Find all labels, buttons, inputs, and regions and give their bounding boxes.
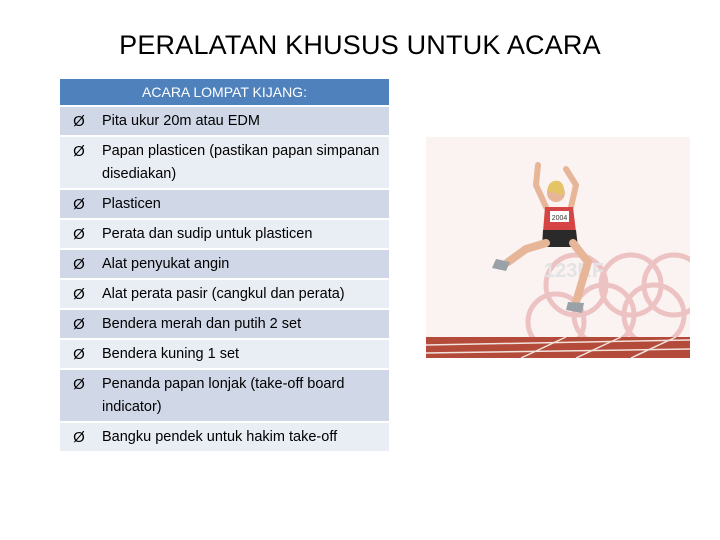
list-item-text: Bendera merah dan putih 2 set (102, 316, 302, 332)
list-item-text: Plasticen (102, 196, 161, 212)
list-item-text: Bangku pendek untuk hakim take-off (102, 429, 338, 445)
arrow-bullet-icon: Ø (73, 346, 85, 363)
list-item (60, 250, 389, 280)
list-item-text: Papan plasticen (pastikan papan simpanan disediakan) (102, 143, 380, 182)
table-header: ACARA LOMPAT KIJANG: (60, 79, 389, 107)
list-item (60, 220, 389, 250)
list-item (60, 137, 389, 190)
list-item-text: Alat perata pasir (cangkul dan perata) (102, 286, 345, 302)
arrow-bullet-icon: Ø (73, 143, 85, 160)
list-item (60, 280, 389, 310)
list-item (60, 423, 389, 453)
watermark-text: 123RF (544, 260, 605, 282)
list-item (60, 370, 389, 423)
list-item-text: Penanda papan lonjak (take-off board indicator) (102, 376, 345, 415)
list-item-text: Alat penyukat angin (102, 256, 230, 272)
slide-title: PERALATAN KHUSUS UNTUK ACARA (119, 30, 601, 60)
list-item (60, 190, 389, 220)
list-item-text: Bendera kuning 1 set (102, 346, 240, 362)
arrow-bullet-icon: Ø (73, 256, 85, 273)
arrow-bullet-icon: Ø (73, 316, 85, 333)
arrow-bullet-icon: Ø (73, 113, 85, 130)
equipment-table (60, 79, 389, 453)
list-item (60, 107, 389, 137)
long-jump-athlete-image (426, 137, 690, 358)
arrow-bullet-icon: Ø (73, 226, 85, 243)
arrow-bullet-icon: Ø (73, 376, 85, 393)
list-item-text: Perata dan sudip untuk plasticen (102, 226, 313, 242)
list-item (60, 340, 389, 370)
arrow-bullet-icon: Ø (73, 286, 85, 303)
list-item (60, 310, 389, 340)
bib-number: 2004 (551, 215, 568, 222)
arrow-bullet-icon: Ø (73, 429, 85, 446)
list-item-text: Pita ukur 20m atau EDM (102, 113, 260, 129)
arrow-bullet-icon: Ø (73, 196, 85, 213)
